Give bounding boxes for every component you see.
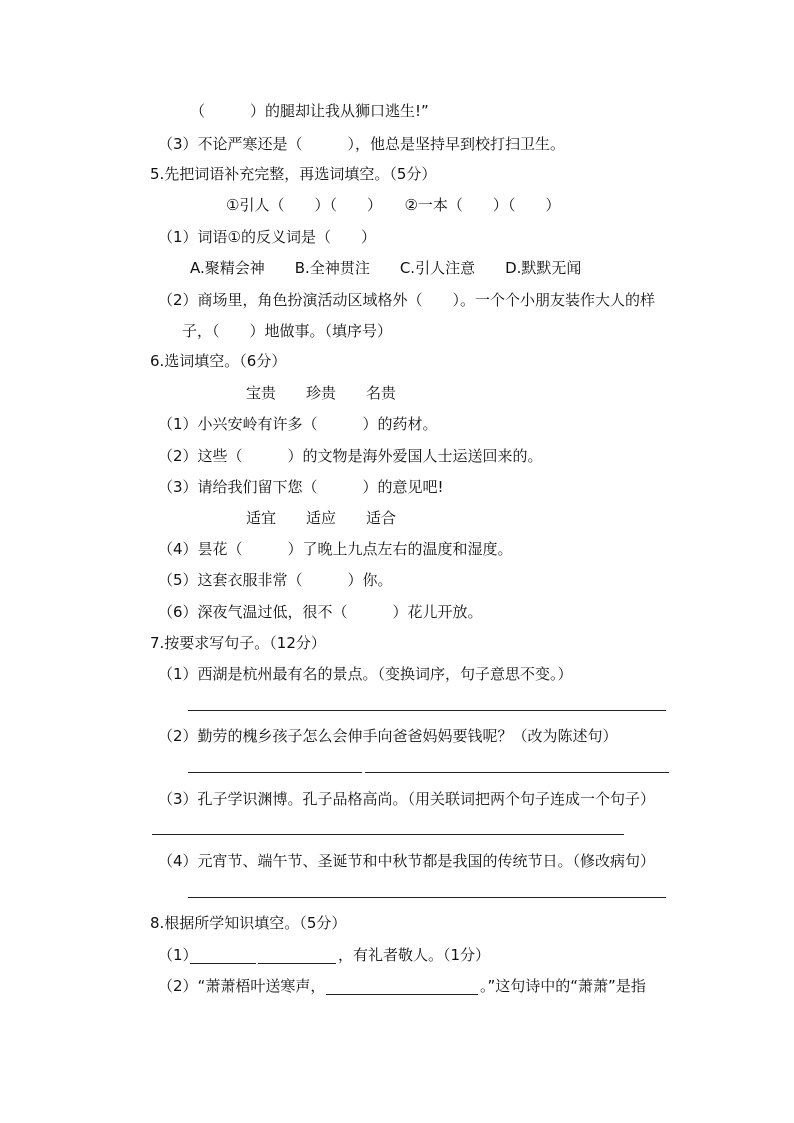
q8-item-1-text: ，有礼者敬人。（1分） <box>338 946 491 964</box>
answer-line[interactable] <box>365 772 669 773</box>
q7-item-1: （1）西湖是杭州最有名的景点。（变换词序，句子意思不变。） <box>158 665 573 683</box>
answer-line[interactable] <box>190 963 256 964</box>
q6-item-6: （6）深夜气温过低，很不（ ）花儿开放。 <box>158 603 483 621</box>
q6-word-bank-1: 宝贵 珍贵 名贵 <box>246 384 397 402</box>
q8-heading: 8.根据所学知识填空。（5分） <box>150 914 347 932</box>
answer-line[interactable] <box>152 834 624 835</box>
q7-item-2: （2）勤劳的槐乡孩子怎么会伸手向爸爸妈妈要钱呢？（改为陈述句） <box>158 727 618 745</box>
q6-word-bank-2: 适宜 适应 适合 <box>246 509 397 527</box>
q5-heading: 5.先把词语补充完整，再选词填空。（5分） <box>150 165 437 183</box>
q4-quote-continuation: （ ）的腿却让我从狮口逃生!” <box>190 102 429 120</box>
q8-item-1-label: （1） <box>158 946 198 964</box>
q6-heading: 6.选词填空。（6分） <box>150 352 287 370</box>
q7-item-4: （4）元宵节、端午节、圣诞节和中秋节都是我国的传统节日。（修改病句） <box>158 852 656 870</box>
q6-item-4: （4）昙花（ ）了晚上九点左右的温度和湿度。 <box>158 540 513 558</box>
answer-line[interactable] <box>258 963 336 964</box>
q5-item-2-cont: 子，（ ）地做事。（填序号） <box>182 322 393 340</box>
q6-item-5: （5）这套衣服非常（ ）你。 <box>158 571 393 589</box>
answer-line[interactable] <box>188 710 666 711</box>
q5-options: A.聚精会神 B.全神贯注 C.引人注意 D.默默无闻 <box>190 259 582 277</box>
q6-item-3: （3）请给我们留下您（ ）的意见吧! <box>158 478 444 496</box>
q7-item-3: （3）孔子学识渊博。孔子品格高尚。（用关联词把两个句子连成一个句子） <box>158 790 656 808</box>
q7-heading: 7.按要求写句子。（12分） <box>150 634 326 652</box>
answer-line[interactable] <box>188 897 666 898</box>
q5-item-1: （1）词语①的反义词是（ ） <box>158 228 376 246</box>
q8-item-2-suffix: 。”这句诗中的“萧萧”是指 <box>480 977 646 995</box>
answer-line[interactable] <box>326 994 478 995</box>
q5-words: ①引人（ ）（ ） ②一本（ ）（ ） <box>226 196 561 214</box>
q6-item-1: （1）小兴安岭有许多（ ）的药材。 <box>158 415 438 433</box>
answer-line[interactable] <box>188 772 362 773</box>
q8-item-2-prefix: （2）“萧萧梧叶送寒声， <box>158 977 326 995</box>
q4-item-3: （3）不论严寒还是（ ），他总是坚持早到校打扫卫生。 <box>158 135 566 153</box>
q6-item-2: （2）这些（ ）的文物是海外爱国人士运送回来的。 <box>158 447 543 465</box>
q5-item-2: （2）商场里，角色扮演活动区域格外（ ）。一个个小朋友装作大人的样 <box>158 291 656 309</box>
